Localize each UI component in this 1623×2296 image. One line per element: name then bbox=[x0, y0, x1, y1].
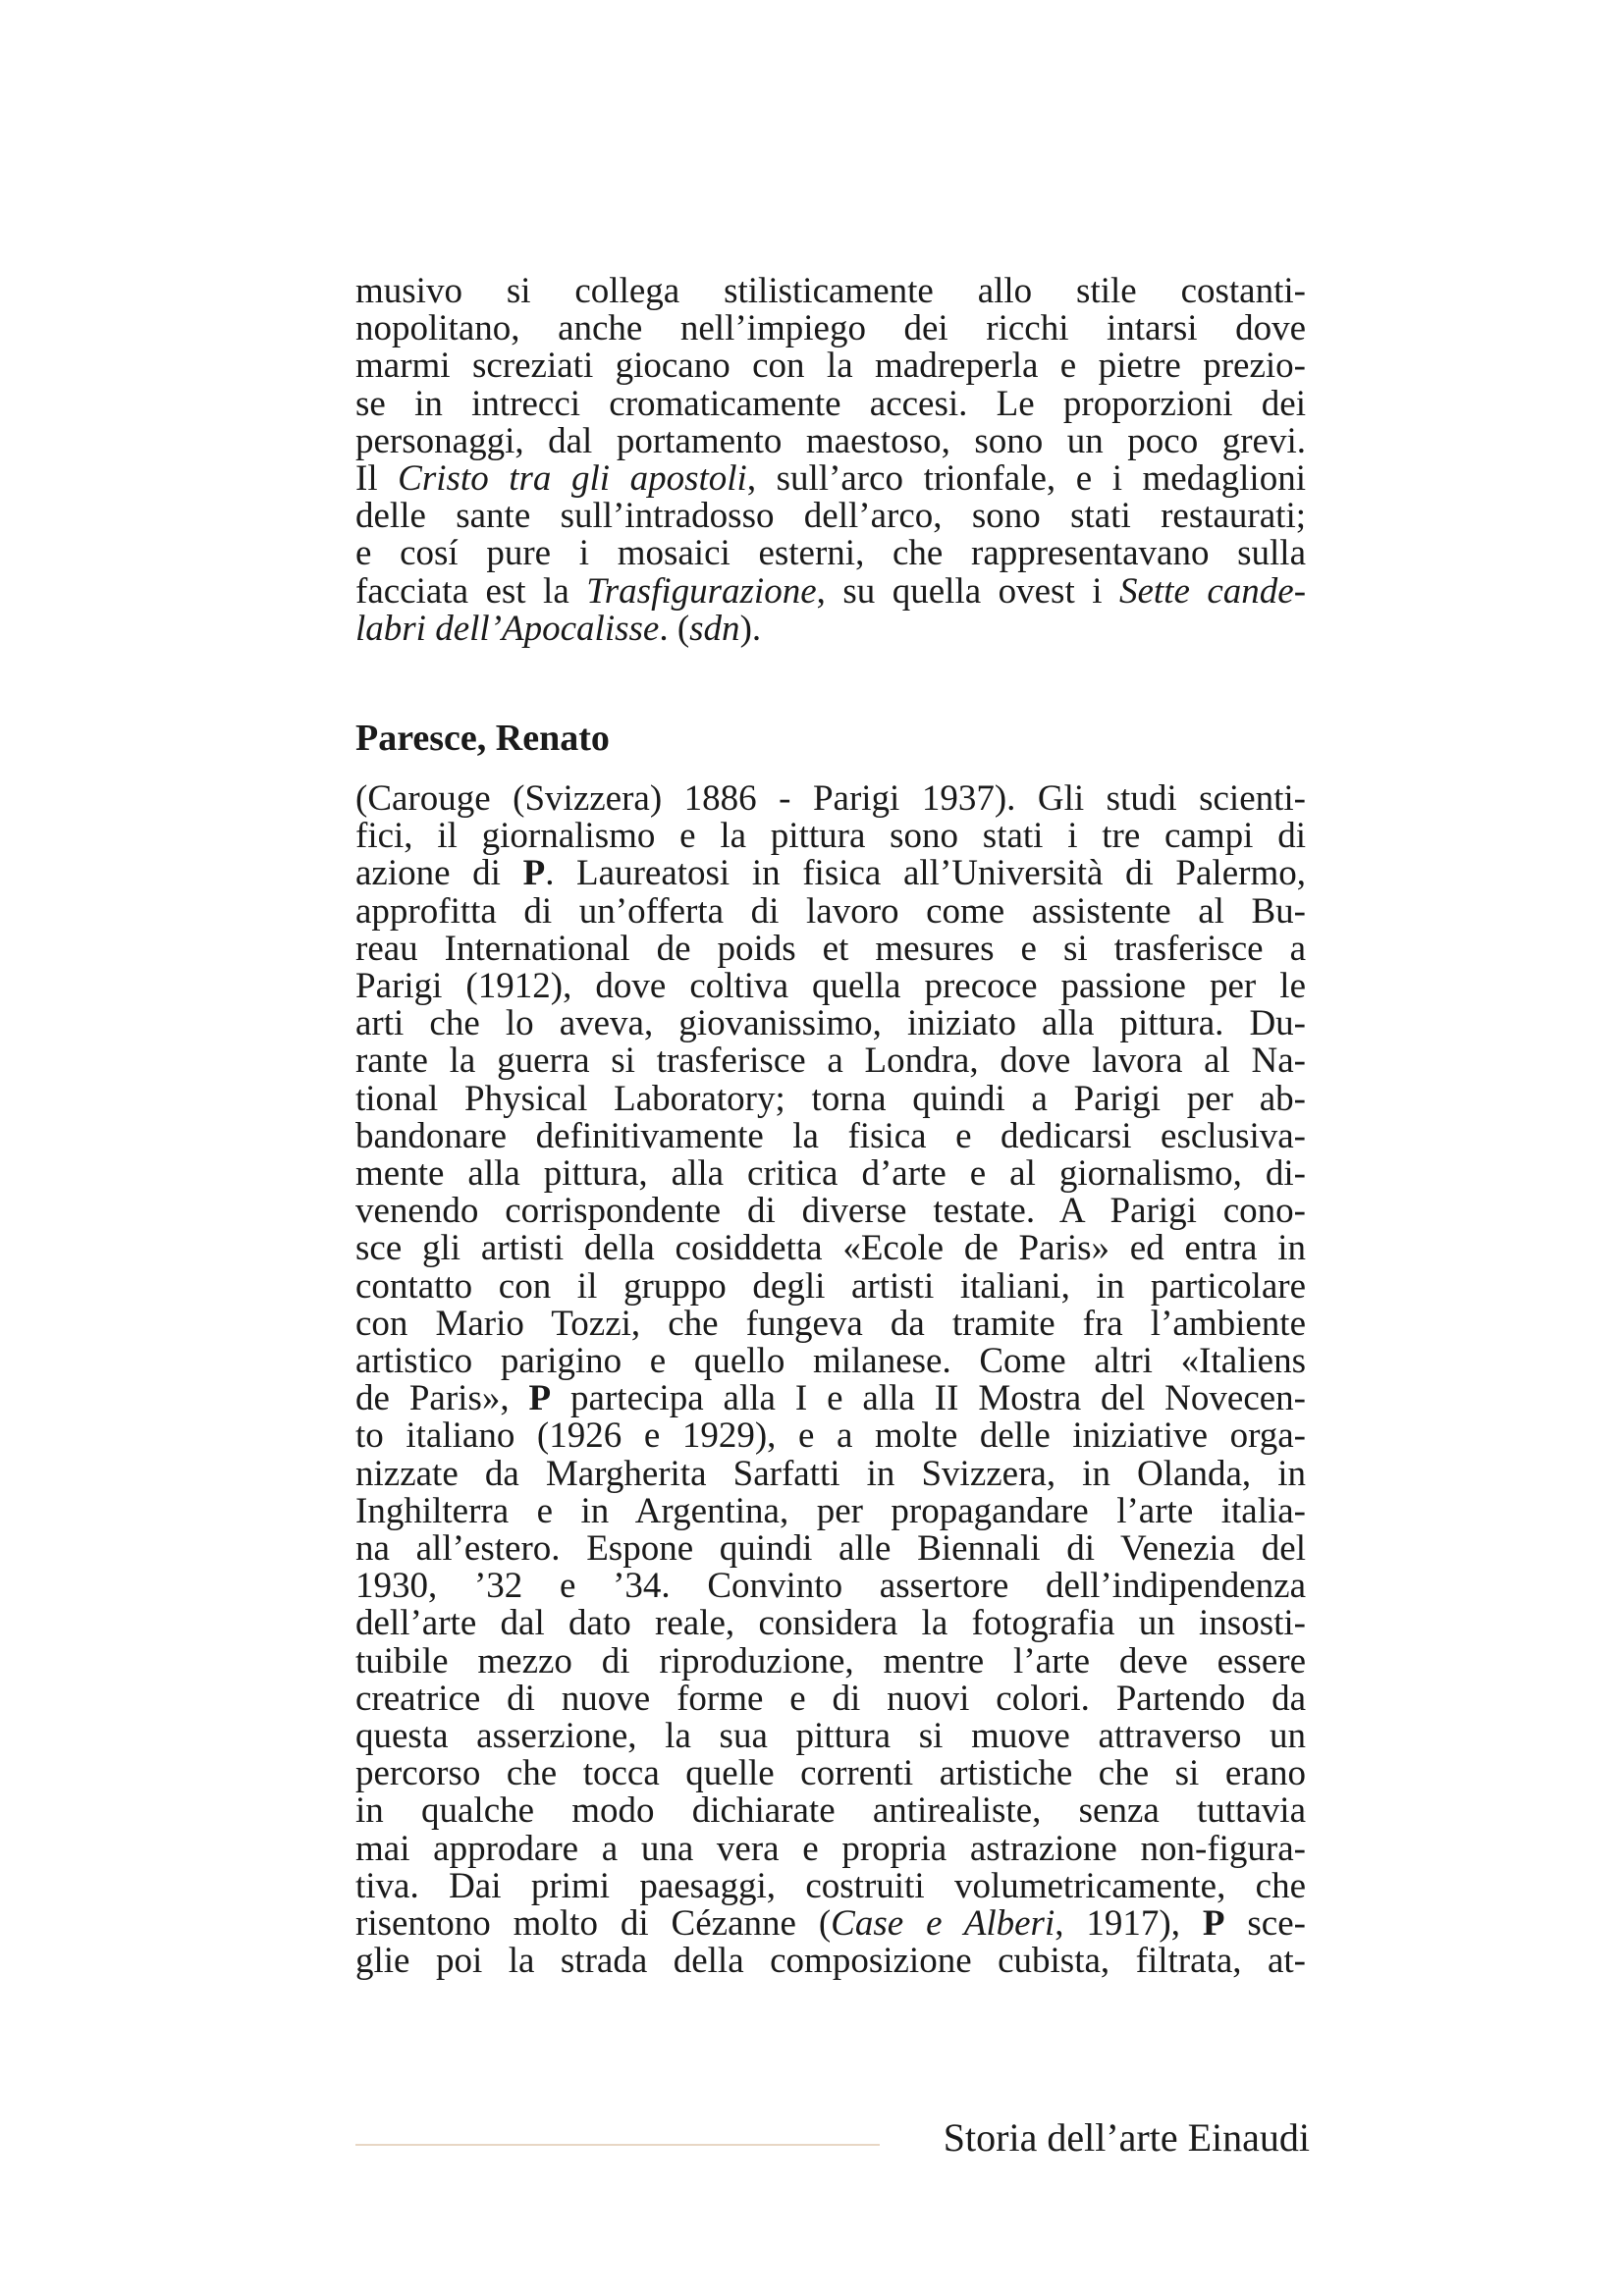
entry-heading: Paresce, Renato bbox=[355, 718, 610, 759]
bold-initial: P bbox=[1202, 1903, 1225, 1944]
text-line bbox=[355, 496, 1306, 537]
text-line bbox=[355, 1041, 1306, 1082]
text-line bbox=[355, 1905, 1306, 1942]
italic-title: Sette cande- bbox=[1118, 570, 1307, 612]
text-line bbox=[355, 853, 1306, 894]
text-run: Inghilterra e in Argentina, per propagandare l’arte italia- bbox=[355, 1490, 1306, 1531]
text-line bbox=[355, 1678, 1306, 1719]
text-run: con Mario Tozzi, che fungeva da tramite fra l’ambiente bbox=[355, 1303, 1306, 1344]
bold-initial: P bbox=[528, 1378, 552, 1419]
text-run: facciata est la bbox=[355, 570, 587, 612]
text-line bbox=[355, 1343, 1306, 1379]
text-run: se in intrecci cromaticamente accesi. Le proporzioni dei bbox=[355, 383, 1306, 424]
text-line bbox=[355, 346, 1306, 387]
text-line bbox=[355, 1490, 1306, 1531]
text-run: bandonare definitivamente la fisica e dedicarsi esclusiva- bbox=[355, 1115, 1306, 1156]
text-run: to italiano (1926 e 1929), e a molte delle iniziative orga- bbox=[355, 1415, 1306, 1457]
text-line bbox=[355, 1415, 1306, 1457]
text-line bbox=[355, 1640, 1306, 1682]
bold-initial: P bbox=[522, 853, 546, 894]
text-run: 1930, ’32 e ’34. Convinto assertore dell’indipendenza bbox=[355, 1566, 1306, 1607]
text-run: ). bbox=[739, 608, 762, 649]
text-line bbox=[355, 816, 1306, 857]
text-run: arti che lo aveva, giovanissimo, iniziato alla pittura. Du- bbox=[355, 1003, 1306, 1044]
italic-title: labri dell’Apocalisse bbox=[355, 608, 660, 649]
text-run: , sull’arco trionfale, e i medaglioni bbox=[746, 458, 1306, 499]
text-run: glie poi la strada della composizione cubista, filtrata, at- bbox=[355, 1941, 1306, 1982]
text-run: Il bbox=[355, 458, 399, 499]
text-run: nopolitano, anche nell’impiego dei ricchi intarsi dove bbox=[355, 308, 1306, 349]
text-line bbox=[355, 1718, 1306, 1754]
text-line bbox=[355, 1303, 1306, 1344]
text-line bbox=[355, 608, 1306, 649]
text-line bbox=[355, 533, 1306, 574]
text-run: risentono molto di Cézanne ( bbox=[355, 1903, 832, 1944]
text-line bbox=[355, 460, 1306, 497]
text-run: dell’arte dal dato reale, considera la fotografia un insosti- bbox=[355, 1603, 1306, 1644]
text-line bbox=[355, 1078, 1306, 1119]
text-run: azione di bbox=[355, 853, 523, 894]
text-line bbox=[355, 1753, 1306, 1794]
text-run: artistico parigino e quello milanese. Come altri «Italiens bbox=[355, 1341, 1306, 1381]
text-run: , 1917), bbox=[1055, 1903, 1203, 1944]
text-run: partecipa alla I e alla II Mostra del Novecen- bbox=[551, 1378, 1306, 1419]
text-run: (Carouge (Svizzera) 1886 - Parigi 1937). Gli studi scienti- bbox=[355, 778, 1306, 819]
text-line bbox=[355, 1941, 1306, 1982]
text-run: rante la guerra si trasferisce a Londra, dove lavora al Na- bbox=[355, 1041, 1306, 1082]
text-run: percorso che tocca quelle correnti artistiche che si erano bbox=[355, 1753, 1306, 1794]
text-run: marmi screziati giocano con la madreperla e pietre prezio- bbox=[355, 346, 1306, 387]
italic-title: Cristo tra gli apostoli bbox=[398, 458, 747, 499]
text-line bbox=[355, 273, 1306, 309]
text-line bbox=[355, 1155, 1306, 1192]
footer-title: Storia dell’arte Einaudi bbox=[943, 2115, 1310, 2160]
text-line bbox=[355, 1603, 1306, 1644]
text-run: delle sante sull’intradosso dell’arco, sono stati restaurati; bbox=[355, 496, 1306, 537]
text-line bbox=[355, 780, 1306, 817]
text-line bbox=[355, 1566, 1306, 1607]
text-run: tuibile mezzo di riproduzione, mentre l’arte deve essere bbox=[355, 1640, 1306, 1682]
text-run: nizzate da Margherita Sarfatti in Svizzera, in Olanda, in bbox=[355, 1453, 1306, 1494]
text-run: fici, il giornalismo e la pittura sono stati i tre campi di bbox=[355, 816, 1306, 857]
text-run: musivo si collega stilisticamente allo stile costanti- bbox=[355, 271, 1306, 311]
text-run: . Laureatosi in fisica all’Università di Palermo, bbox=[545, 853, 1306, 894]
text-line bbox=[355, 1228, 1306, 1269]
text-line bbox=[355, 928, 1306, 969]
text-line bbox=[355, 1378, 1306, 1419]
text-line bbox=[355, 1003, 1306, 1044]
text-run: sce- bbox=[1224, 1903, 1306, 1944]
text-run: sce gli artisti della cosiddetta «Ecole de Paris» ed entra in bbox=[355, 1228, 1306, 1269]
text-run: approfitta di un’offerta di lavoro come assistente al Bu- bbox=[355, 890, 1306, 932]
italic-title: Trasfigurazione bbox=[586, 570, 817, 612]
text-run: Parigi (1912), dove coltiva quella precoce passione per le bbox=[355, 966, 1306, 1006]
italic-title: Case e Alberi bbox=[831, 1903, 1055, 1944]
text-run: venendo corrispondente di diverse testate. A Parigi cono- bbox=[355, 1191, 1306, 1232]
text-line bbox=[355, 1828, 1306, 1869]
text-line bbox=[355, 310, 1306, 347]
text-run: contatto con il gruppo degli artisti italiani, in particolare bbox=[355, 1265, 1306, 1307]
text-run: mente alla pittura, alla critica d’arte e al giornalismo, di- bbox=[355, 1153, 1306, 1194]
text-line bbox=[355, 1453, 1306, 1494]
italic-title: sdn bbox=[689, 608, 740, 649]
text-run: questa asserzione, la sua pittura si muove attraverso un bbox=[355, 1716, 1306, 1756]
text-run: e cosí pure i mosaici esterni, che rappresentavano sulla bbox=[355, 533, 1306, 574]
text-run: creatrice di nuove forme e di nuovi colori. Partendo da bbox=[355, 1678, 1306, 1719]
text-run: mai approdare a una vera e propria astrazione non-figura- bbox=[355, 1828, 1306, 1869]
text-run: na all’estero. Espone quindi alle Biennali di Venezia del bbox=[355, 1528, 1306, 1569]
text-line bbox=[355, 383, 1306, 424]
footer-rule bbox=[355, 2144, 880, 2146]
text-line bbox=[355, 420, 1306, 461]
text-line bbox=[355, 1865, 1306, 1906]
text-line bbox=[355, 570, 1307, 612]
text-run: in qualche modo dichiarate antirealiste, senza tuttavia bbox=[355, 1790, 1306, 1832]
text-line bbox=[355, 968, 1306, 1004]
text-line bbox=[355, 1790, 1306, 1832]
text-run: . ( bbox=[659, 608, 690, 649]
text-line bbox=[355, 1115, 1306, 1156]
text-run: personaggi, dal portamento maestoso, sono un poco grevi. bbox=[355, 420, 1306, 461]
text-run: de Paris», bbox=[355, 1378, 529, 1419]
text-run: tiva. Dai primi paesaggi, costruiti volumetricamente, che bbox=[355, 1865, 1306, 1906]
text-line bbox=[355, 1265, 1306, 1307]
text-line bbox=[355, 1191, 1306, 1232]
text-line bbox=[355, 1530, 1306, 1567]
text-line bbox=[355, 890, 1306, 932]
text-run: , su quella ovest i bbox=[816, 570, 1119, 612]
text-run: reau International de poids et mesures e si trasferisce a bbox=[355, 928, 1306, 969]
text-run: tional Physical Laboratory; torna quindi a Parigi per ab- bbox=[355, 1078, 1306, 1119]
